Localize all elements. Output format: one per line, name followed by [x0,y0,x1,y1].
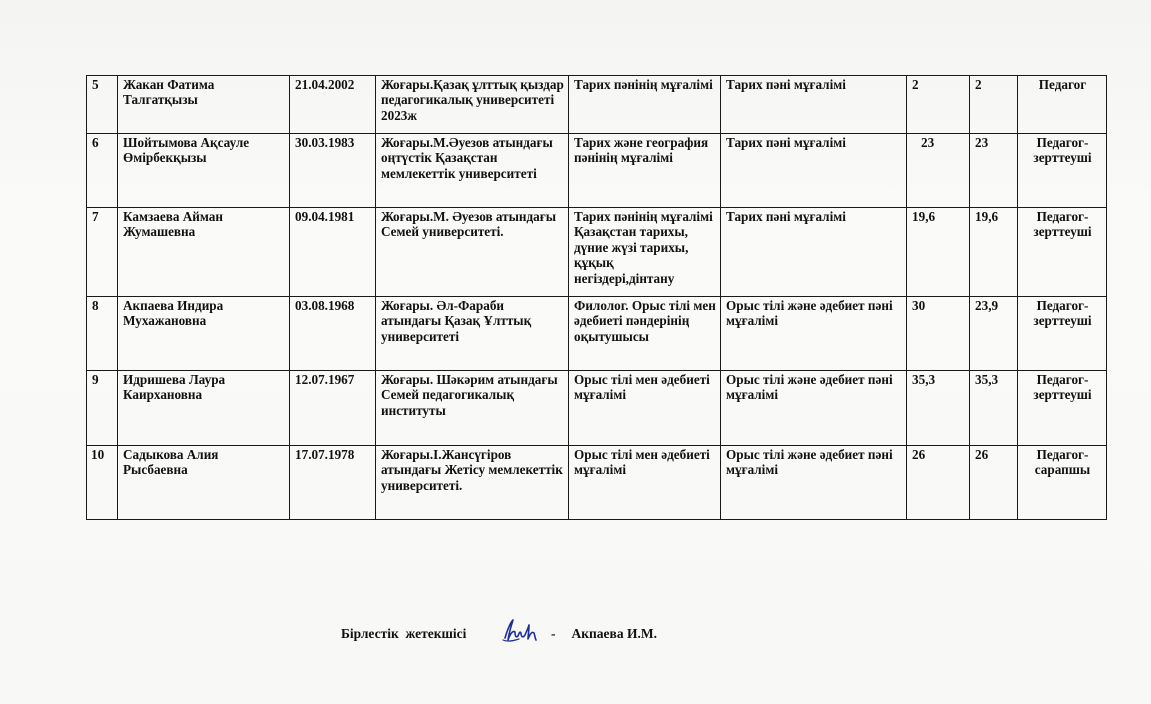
specialty: Филолог. Орыс тілі мен әдебиеті пәндерінің оқытушысы [569,297,721,371]
specialty: Орыс тілі мен әдебиеті мұғалімі [569,371,721,446]
teacher-name: Шойтымова Ақсауле Өмірбекқызы [118,134,290,208]
teacher-name: Жакан Фатима Талгатқызы [118,76,290,134]
position: Орыс тілі және әдебиет пәні мұғалімі [721,371,907,446]
birth-date: 09.04.1981 [290,208,376,297]
birth-date: 21.04.2002 [290,76,376,134]
position: Тарих пәні мұғалімі [721,76,907,134]
total-experience: 23 [907,134,970,208]
row-number: 7 [87,208,118,297]
qualification-category: Педагог [1018,76,1107,134]
qualification-category: Педагог-зерттеуші [1018,297,1107,371]
pedagogical-experience: 35,3 [970,371,1018,446]
row-number: 10 [87,446,118,520]
birth-date: 03.08.1968 [290,297,376,371]
total-experience: 19,6 [907,208,970,297]
pedagogical-experience: 26 [970,446,1018,520]
table-row [87,76,1107,134]
birth-date: 12.07.1967 [290,371,376,446]
table-row [87,208,1107,297]
qualification-category: Педагог-зерттеуші [1018,134,1107,208]
teacher-name: Акпаева Индира Мухажановна [118,297,290,371]
row-number: 6 [87,134,118,208]
table-row [87,371,1107,446]
specialty: Орыс тілі мен әдебиеті мұғалімі [569,446,721,520]
specialty: Тарих пәнінің мұғалімі [569,76,721,134]
position: Орыс тілі және әдебиет пәні мұғалімі [721,297,907,371]
specialty: Тарих пәнінің мұғалімі Қазақстан тарихы, дүние жүзі тарихы, құқық негіздері,дінтану [569,208,721,297]
teacher-name: Камзаева Айман Жумашевна [118,208,290,297]
table-row [87,446,1107,520]
pedagogical-experience: 23,9 [970,297,1018,371]
education: Жоғары. Шәкәрим атындағы Семей педагогикалық институты [376,371,569,446]
pedagogical-experience: 19,6 [970,208,1018,297]
total-experience: 2 [907,76,970,134]
education: Жоғары.М. Әуезов атындағы Семей университеті. [376,208,569,297]
row-number: 5 [87,76,118,134]
row-number: 9 [87,371,118,446]
birth-date: 17.07.1978 [290,446,376,520]
education: Жоғары. Әл-Фараби атындағы Қазақ Ұлттық университеті [376,297,569,371]
specialty: Тарих және география пәнінің мұғалімі [569,134,721,208]
staff-table [86,75,1107,520]
position: Орыс тілі және әдебиет пәні мұғалімі [721,446,907,520]
teacher-name: Идришева Лаура Каирхановна [118,371,290,446]
signer-role: Бірлестік жетекшісі [341,626,467,641]
table-row [87,134,1107,208]
teacher-name: Садыкова Алия Рысбаевна [118,446,290,520]
qualification-category: Педагог-сарапшы [1018,446,1107,520]
signer-name: Акпаева И.М. [571,626,657,641]
education: Жоғары.М.Әуезов атындағы оңтүстік Қазақстан мемлекеттік университеті [376,134,569,208]
qualification-category: Педагог-зерттеуші [1018,208,1107,297]
position: Тарих пәні мұғалімі [721,208,907,297]
pedagogical-experience: 2 [970,76,1018,134]
signature-dash: - [551,626,556,641]
table-row [87,297,1107,371]
total-experience: 30 [907,297,970,371]
total-experience: 35,3 [907,371,970,446]
education: Жоғары.Қазақ ұлттық қыздар педагогикалық университеті 2023ж [376,76,569,134]
pedagogical-experience: 23 [970,134,1018,208]
qualification-category: Педагог-зерттеуші [1018,371,1107,446]
birth-date: 30.03.1983 [290,134,376,208]
row-number: 8 [87,297,118,371]
position: Тарих пәні мұғалімі [721,134,907,208]
total-experience: 26 [907,446,970,520]
signature-block [341,622,657,646]
education: Жоғары.І.Жансүгіров атындағы Жетісу мемлекеттік университеті. [376,446,569,520]
